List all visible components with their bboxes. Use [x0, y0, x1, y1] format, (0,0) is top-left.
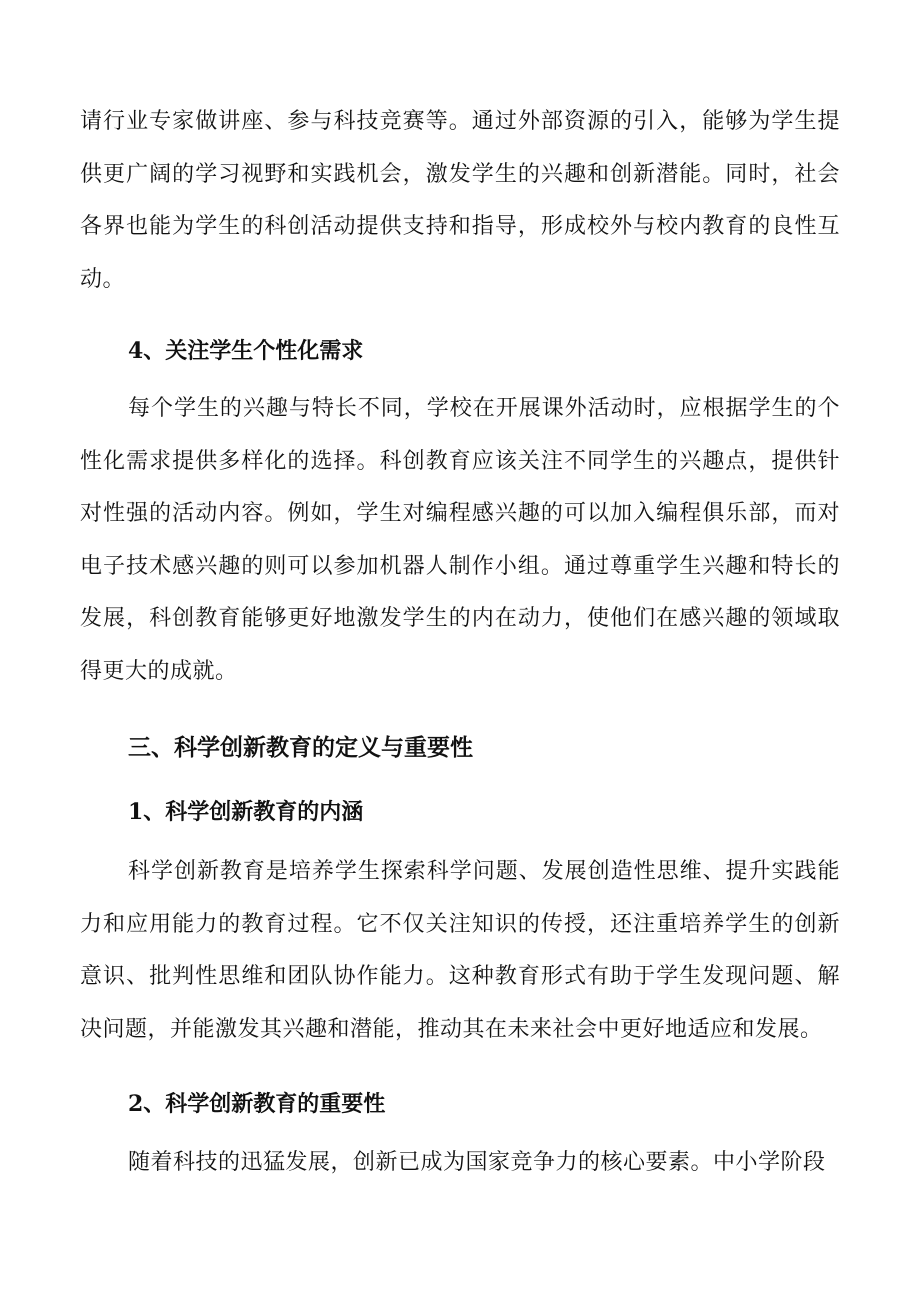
- heading-importance: 2、科学创新教育的重要性: [128, 1091, 386, 1117]
- paragraph-importance: 随着科技的迅猛发展，创新已成为国家竞争力的核心要素。中小学阶段: [128, 1150, 826, 1175]
- heading-section-three: 三、科学创新教育的定义与重要性: [128, 734, 473, 761]
- heading-connotation: 1、科学创新教育的内涵: [128, 799, 364, 825]
- paragraph-personalized-needs: 每个学生的兴趣与特长不同，学校在开展课外活动时，应根据学生的个性化需求提供多样化的选择。科创教育应该关注不同学生的兴趣点，提供针对性强的活动内容。例如，学生对编程感兴趣的可以加入编程俱乐部，而对电子技术感兴趣的则可以参加机器人制作小组。通过尊重学生兴趣和特长的发展，科创教育能够更好地激发学生的内在动力，使他们在感兴趣的领域取得更大的成就。: [80, 396, 840, 684]
- heading-personalized-needs: 4、关注学生个性化需求: [128, 338, 364, 364]
- paragraph-connotation: 科学创新教育是培养学生探索科学问题、发展创造性思维、提升实践能力和应用能力的教育过程。它不仅关注知识的传授，还注重培养学生的创新意识、批判性思维和团队协作能力。这种教育形式有助于学生发现问题、解决问题，并能激发其兴趣和潜能，推动其在未来社会中更好地适应和发展。: [80, 859, 840, 1042]
- paragraph-external-resources: 请行业专家做讲座、参与科技竞赛等。通过外部资源的引入，能够为学生提供更广阔的学习视野和实践机会，激发学生的兴趣和创新潜能。同时，社会各界也能为学生的科创活动提供支持和指导，形成校外与校内教育的良性互动。: [80, 109, 840, 292]
